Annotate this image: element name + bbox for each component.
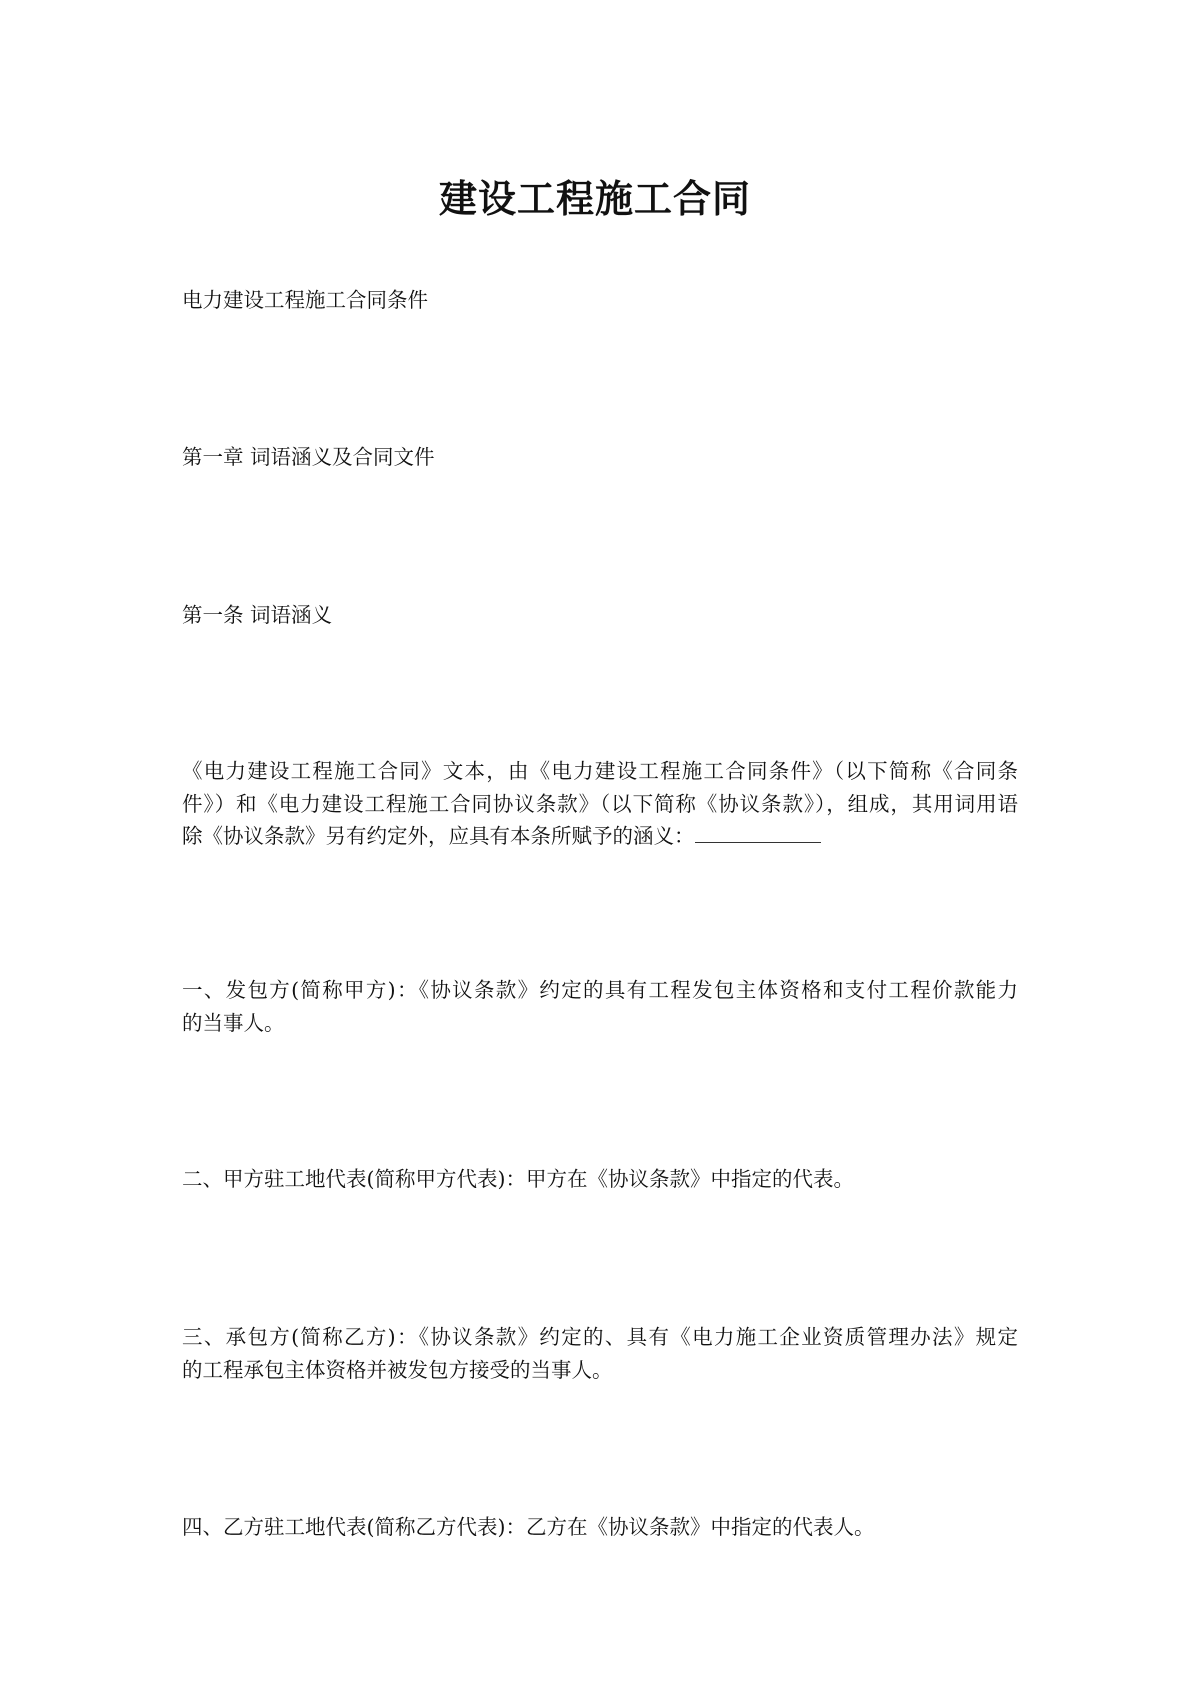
chapter-heading: 第一章 词语涵义及合同文件 (182, 445, 435, 469)
article-heading: 第一条 词语涵义 (182, 603, 333, 627)
blank-underline (695, 824, 821, 843)
paragraph-line (182, 822, 1018, 850)
paragraph-line: 《电力建设工程施工合同》文本，由《电力建设工程施工合同条件》（以下简称《合同条 (182, 759, 1018, 783)
paragraph-line: 一、发包方(简称甲方)：《协议条款》约定的具有工程发包主体资格和支付工程价款能力 (182, 978, 1018, 1002)
document-title: 建设工程施工合同 (438, 176, 751, 221)
paragraph-line: 二、甲方驻工地代表(简称甲方代表)：甲方在《协议条款》中指定的代表。 (182, 1167, 854, 1191)
paragraph-text: 除《协议条款》另有约定外，应具有本条所赋予的涵义： (182, 824, 695, 848)
paragraph-line: 三、承包方(简称乙方)：《协议条款》约定的、具有《电力施工企业资质管理办法》规定 (182, 1325, 1018, 1349)
paragraph-line: 件》）和《电力建设工程施工合同协议条款》（以下简称《协议条款》），组成，其用词用语 (182, 792, 1018, 816)
paragraph-line: 四、乙方驻工地代表(简称乙方代表)：乙方在《协议条款》中指定的代表人。 (182, 1515, 875, 1539)
subtitle: 电力建设工程施工合同条件 (182, 288, 428, 312)
paragraph-line: 的当事人。 (182, 1011, 285, 1035)
paragraph-line: 的工程承包主体资格并被发包方接受的当事人。 (182, 1358, 613, 1382)
